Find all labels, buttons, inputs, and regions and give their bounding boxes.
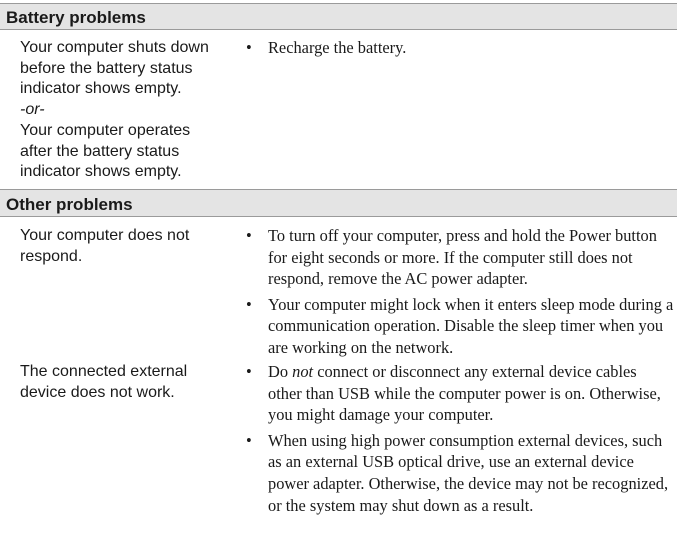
solution-text: connect or disconnect any external device cables other than USB while the computer power is on. Otherwise, you might damage your computer. bbox=[268, 362, 661, 425]
section-header-battery-problems bbox=[0, 3, 677, 30]
solution-item bbox=[246, 294, 674, 359]
problem-line: before the battery status bbox=[20, 59, 193, 77]
bullet-icon: • bbox=[246, 430, 252, 450]
section-title: Other problems bbox=[6, 195, 133, 214]
problem-line: The connected external bbox=[20, 363, 188, 380]
section-title: Battery problems bbox=[6, 8, 146, 27]
problem-description bbox=[20, 226, 240, 267]
solution-list bbox=[246, 37, 674, 59]
problem-line-or: -or- bbox=[20, 101, 45, 119]
problem-line: respond. bbox=[20, 247, 83, 265]
solution-list bbox=[246, 225, 674, 359]
problem-line: Your computer does not bbox=[20, 227, 190, 244]
problem-line: device does not work. bbox=[20, 383, 175, 401]
solution-emphasis: not bbox=[292, 362, 314, 381]
solution-item bbox=[246, 37, 674, 59]
bullet-icon: • bbox=[246, 362, 252, 381]
solution-item bbox=[246, 361, 674, 426]
problem-description bbox=[20, 362, 240, 403]
solution-text: When using high power consumption external devices, such as an external USB optical drive, use an external device power adapter. Otherwise, the device may not be recognized, or the system may shut down as a result. bbox=[268, 430, 669, 515]
solution-item bbox=[246, 430, 674, 516]
bullet-icon: • bbox=[246, 294, 252, 314]
solution-text: Recharge the battery. bbox=[268, 38, 407, 57]
problem-line: Your computer operates bbox=[20, 121, 191, 139]
solution-text: To turn off your computer, press and hold the Power button for eight seconds or more. If the computer still does not respond, remove the AC power adapter. bbox=[268, 226, 657, 289]
problem-line: after the battery status bbox=[20, 142, 180, 160]
problem-description bbox=[20, 38, 240, 183]
problem-line: indicator shows empty. bbox=[20, 80, 182, 98]
problem-line: Your computer shuts down bbox=[20, 39, 209, 56]
bullet-icon: • bbox=[246, 226, 252, 245]
bullet-icon: • bbox=[246, 38, 252, 57]
solution-item bbox=[246, 225, 674, 290]
solution-text: Your computer might lock when it enters sleep mode during a communication operation. Disable the sleep timer when you are working on the network. bbox=[268, 294, 674, 357]
solution-text-prefix: Do bbox=[268, 362, 293, 381]
solution-list bbox=[246, 361, 674, 516]
section-header-other-problems bbox=[0, 189, 677, 217]
problem-line: indicator shows empty. bbox=[20, 163, 182, 181]
